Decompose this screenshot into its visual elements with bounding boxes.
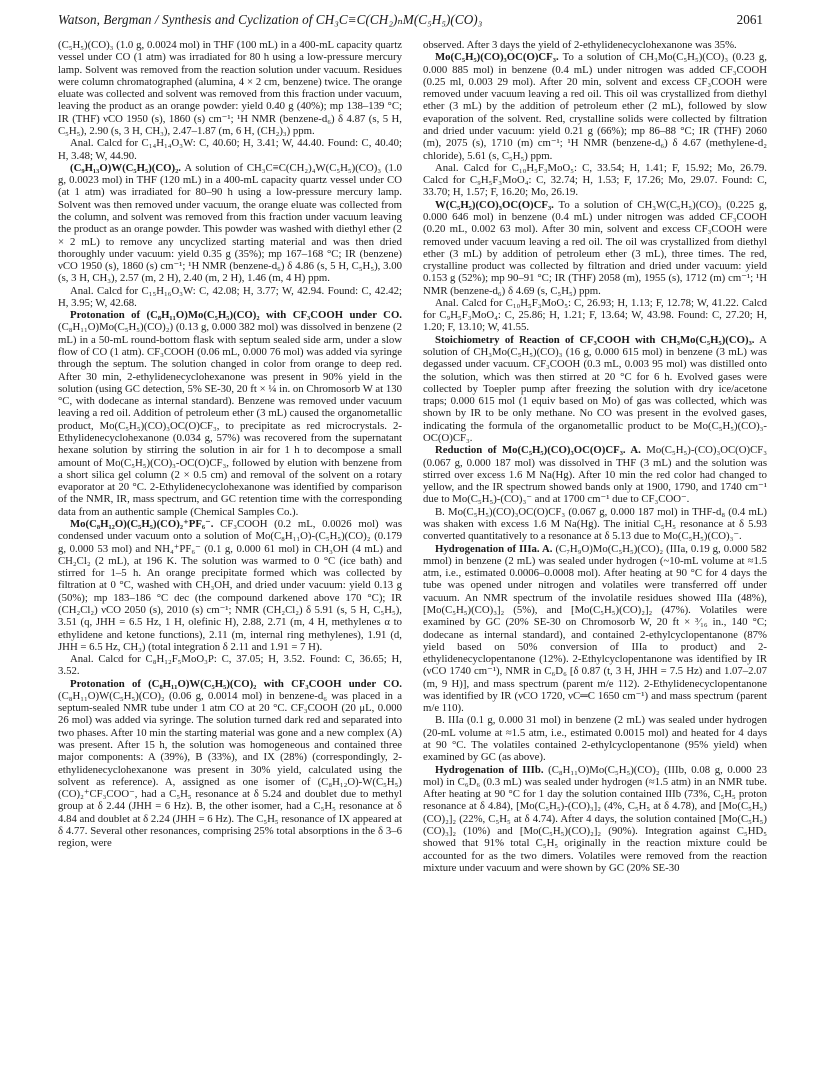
section-heading: (C₉H₁₃O)W(C₅H₅)(CO)₂. bbox=[70, 161, 181, 174]
section-heading: Mo(C₅H₅)(CO)₃OC(O)CF₃. bbox=[435, 51, 559, 64]
paragraph: B. Mo(C₅H₅)(CO)₃OC(O)CF₃ (0.067 g, 0.000 187 mol) in THF-d₈ (0.4 mL) was shaken with excess 1.6 M Na(Hg). The initial C₅H₅ resonance at δ 5.93 converted quantitatively to a resonance at δ 5.13 due to Mo(C₅H₅)(CO)₃⁻. bbox=[423, 505, 767, 543]
paragraph bbox=[423, 51, 767, 162]
paragraph-body: A solution of CH₃Mo(C₅H₅)(CO)₃ (16 g, 0.000 615 mol) in benzene (3 mL) was degassed under vacuum. CF₃COOH (0.3 mL, 0.003 95 mol) was distilled onto the solution, which was then stirred at 20 °C for 6 h. Evolved gases were collected by Toepler pump after freezing the solution with dry ice/acetone traps; 0.000 615 mol (1 equiv based on Mo) of gas was collected, which was shown by IR to be only methane. No CO was present in the evolved gases, indicating the formula of the organometallic product to be Mo(C₅H₅)(CO)₃-OC(O)CF₃. bbox=[423, 333, 767, 444]
paragraph-body: (C₈H₁₁O)W(C₅H₅)(CO)₂ (0.06 g, 0.0014 mol) in benzene-d₆ was placed in a septum-sealed NMR tube under 1 atm CO at 20 °C. CF₃COOH (20 μL, 0.000 26 mol) was added via syringe. The solution turned dark red and separated into two phases. After 10 min the starting material was gone and a new complex (A) was present. After 15 h, the solution was homogeneous and contained three major components: A (39%), B (33%), and IX (28%) (correspondingly, 2-ethylidenecyclohexanone was present in 30% yield, calculated using the solvent as reference). A, assigned as one isomer of (C₈H₁₂O)-W(C₅H₅)(CO)₂⁺CF₃COO⁻, had a C₅H₅ resonance at δ 5.24 and doublet due to methyl group at δ 2.44 (JHH = 6 Hz). B, the other isomer, had a C₅H₅ resonance at δ 4.84 and doublet at δ 2.24 (JHH = 6 Hz). The C₅H₅ resonance of IX appeared at δ 4.77. Several other resonances, comprising 25% total absorptions in the δ 3–6 region, were bbox=[58, 689, 402, 850]
paragraph bbox=[58, 309, 402, 518]
analysis-paragraph: Anal. Calcd for C₁₄H₁₄O₃W: C, 40.60; H, 3.41; W, 44.40. Found: C, 40.40; H, 3.48; W, 44.90. bbox=[58, 137, 402, 162]
analysis-paragraph: Anal. Calcd for C₁₀H₅F₃MoO₅: C, 26.93; H, 1.13; F, 12.78; W, 41.22. Calcd for C₉H₅F₃MoO₄: C, 25.86; H, 1.21; F, 13.64; W, 43.98. Found: C, 27.20; H, 1.20; F, 13.10; W, 41.55. bbox=[423, 296, 767, 334]
paragraph-body: To a solution of CH₃W(C₅H₅)(CO)₃ (0.225 g, 0.000 646 mol) in benzene (0.4 mL) under nitrogen was added CF₃COOH (0.20 mL, 0.002 63 mol). After 30 min, solvent and excess CF₃COOH were removed under vacuum leaving a red oil. The oil was crystallized from diethyl ether (3 mL) by addition of petroleum ether (3 mL), three times. The red, crystalline product was collected by filtration and dried under vacuum: yield 0.153 g (52%); mp 90–91 °C; IR (THF) 2058 (m), 1955 (s), 1712 (m) cm⁻¹; ¹H NMR (benzene-d₆) δ 4.69 (s, C₅H₅) ppm. bbox=[423, 198, 767, 297]
section-heading: Stoichiometry of Reaction of CF₃COOH with CH₃Mo(C₅H₅)(CO)₃. bbox=[435, 333, 755, 346]
analysis-paragraph: Anal. Calcd for C₁₀H₅F₃MoO₅: C, 33.54; H, 1.41; F, 15.92; Mo, 26.79. Calcd for C₉H₅F₃MoO₄: C, 32.74; H, 1.53; F, 17.26; Mo, 29.07. Found: C, 33.70; H, 1.57; F, 16.20; Mo, 26.19. bbox=[423, 161, 767, 199]
paragraph: B. IIIa (0.1 g, 0.000 31 mol) in benzene (2 mL) was sealed under hydrogen (20-mL volume at ≈1.5 atm, i.e., estimated 0.0015 mol) and heated for 4 days at 90 °C. The volatiles contained 2-ethylcyclopentanone (95% yield) when examined by GC (as above). bbox=[423, 714, 767, 764]
paragraph bbox=[423, 444, 767, 505]
paragraph bbox=[58, 162, 402, 285]
paragraph-body: A solution of CH₃C≡C(CH₂)₄W(C₅H₅)(CO)₃ (1.0 g, 0.0023 mol) in THF (120 mL) in a 400-mL capacity quartz vessel under CO (at 1 atm) was irradiated for 80–90 h using a low-pressure mercury lamp. Solvent was then removed under vacuum, the orange eluate was collected from the column, and solvent was removed from this fraction under vacuum leaving the product as an orange powder. This powder was washed with diethyl ether (2 × 2 mL) to remove any uncyclized starting material and was then dried thoroughly under vacuum: yield 0.35 g (35%); mp 167–168 °C; IR (benzene) νCO 1950 (s), 1860 (s) cm⁻¹; ¹H NMR (benzene-d₆) δ 4.86 (s, 5 H, C₅H₅), 3.00 (s, 3 H, CH₃), 2.57 (m, 2 H), 2.40 (m, 2 H), 1.46 (m, 4 H) ppm. bbox=[58, 161, 402, 285]
analysis-paragraph: Anal. Calcd for C₁₅H₁₆O₃W: C, 42.08; H, 3.77; W, 42.94. Found: C, 42.42; H, 3.95; W, 42.68. bbox=[58, 284, 402, 309]
paragraph bbox=[58, 678, 402, 850]
paragraph-body: (C₈H₁₁O)Mo(C₅H₅)(CO)₂) (0.13 g, 0.000 382 mol) was dissolved in benzene (2 mL) in a 50-mL round-bottom flask with septum sealed side arm, under a slow flow of CO (1 atm). CF₃COOH (0.06 mL, 0.000 76 mol) was added via syringe through the septum. The solution changed in color from orange to deep red. After 30 min, 2-ethylidenecyclohexanone was present in 90% yield in the solution (using GC detection, 5% SE-30, 20 ft × ¼ in. on Chromosorb W at 130 °C, with dodecane as internal standard). Benzene was removed under vacuum leaving a red oil. Addition of petroleum ether (3 mL) caused the organometallic product, Mo(C₅H₅)(CO)₃OC(O)CF₃, to precipitate as red microcrystals. 2-Ethylidenecyclohexanone (0.034 g, 57%) was recovered from the supernatant hexane solution by stirring the solution in air for 1 h to decompose a small amount of Mo(C₅H₅)(CO)₃-OC(O)CF₃, followed by elution with benzene from a short silica gel column (2 × 0.5 cm) and removal of the solvent on a rotary evaporator at 20 °C. 2-Ethylidenecyclohexanone was identified by comparison of the NMR, IR, mass spectrum, and GC retention time with the corresponding data from an authentic sample (Chemical Samples Co.). bbox=[58, 321, 402, 518]
section-heading: Protonation of (C₈H₁₁O)Mo(C₅H₅)(CO)₂ with CF₃COOH under CO. bbox=[70, 309, 402, 322]
analysis-paragraph: Anal. Calcd for C₈H₁₂F₅MoO₃P: C, 37.05; H, 3.52. Found: C, 36.65; H, 3.52. bbox=[58, 653, 402, 678]
paragraph bbox=[423, 543, 767, 715]
paragraph bbox=[58, 518, 402, 653]
paragraph bbox=[423, 764, 767, 875]
paragraph-body: To a solution of CH₃Mo(C₅H₅)(CO)₃ (0.23 g, 0.000 885 mol) in benzene (0.4 mL) under nitrogen was added CF₃COOH (0.25 ml, 0.003 29 mol). After 20 min, solvent and excess CF₃COOH were removed under vacuum leaving a red oil. This oil was crystallized from diethyl ether (3 mL) by the addition of petroleum ether (2 mL), followed by slow evaporation of the solvent. Red, crystalline solids were collected by filtration and dried under vacuum: yield 0.21 g (66%); mp 86–88 °C; IR (THF) 2060 (m), 2075 (s), 1710 (m) cm⁻¹; ¹H NMR (benzene-d₆) δ 4.67 (methylene-d₂ chloride), 5.61 (s, C₅H₅) ppm. bbox=[423, 51, 767, 162]
paragraph: observed. After 3 days the yield of 2-ethylidenecyclohexanone was 35%. bbox=[423, 39, 737, 51]
section-heading: W(C₅H₅)(CO)₃OC(O)CF₃. bbox=[435, 198, 554, 211]
section-heading: Hydrogenation of IIIb. bbox=[435, 763, 544, 776]
section-heading: Protonation of (C₈H₁₁O)W(C₅H₅)(CO)₂ with CF₃COOH under CO. bbox=[70, 677, 402, 690]
paragraph-body: CF₃COOH (0.2 mL, 0.0026 mol) was condensed under vacuum onto a solution of Mo(C₈H₁₁O)-(C₅H₅)(CO)₂ (0.179 g, 0.000 53 mol) and NH₄⁺PF₆⁻ (0.1 g, 0.000 61 mol) in CH₃OH (4 mL) and CH₂Cl₂ (2 mL), at 196 K. The solution was warmed to 0 °C (ice bath) and stirred for 1–5 h. An orange precipitate formed which was collected by filtration at 0 °C, washed with CH₃OH, and dried under vacuum: yield 0.13 g (50%); mp 183–186 °C dec (the compound darkened above 170 °C); IR (CH₂Cl₂) νCO 2050 (s), 2010 (s) cm⁻¹; NMR (CH₂Cl₂) δ 5.91 (s, 5 H, C₅H₅), 3.51 (q, JHH = 6.5 Hz, 1 H, olefinic H), 2.88, 2.71 (m, 4 H, methylenes α to ethylidene and ketone functions), 2.11 (m, internal ring methylenes), 1.91 (d, JHH = 6.5 Hz, CH₃) (total integration δ 2.11 and 1.91 = 7 H). bbox=[58, 517, 403, 653]
paragraph bbox=[423, 334, 767, 445]
section-heading: Mo(C₈H₁₂O)(C₅H₅)(CO)₂⁺PF₆⁻. bbox=[70, 517, 214, 530]
paragraph-body: (C₈H₁₁O)Mo(C₅H₅)(CO)₂ (IIIb, 0.08 g, 0.000 23 mol) in C₆D₆ (0.3 mL) was sealed under hydrogen (≈1.5 atm) in an NMR tube. After heating at 90 °C for 1 day the solution contained IIIb (73%, C₅H₅ proton resonance at δ 4.84), [Mo(C₅H₅)-(CO)₃]₂ (4%, C₅H₅ at δ 4.78), and [Mo(C₅H₅)(CO)₂]₂ (22%, C₅H₅ at δ 4.74). After 4 days, the solution contained [Mo(C₅H₅)(CO)₃]₂ (10%) and [Mo(C₅H₅)(CO)₂]₂ (90%). Integration against C₅HD₅ showed that 91% total C₅H₅ originally in the reaction mixture could be accounted for as the two dimers. Volatiles were removed from the reaction mixture under vacuum and were shown by GC (20% SE-30 bbox=[423, 763, 767, 874]
left-column bbox=[58, 39, 402, 850]
paragraph-body: Mo(C₅H₅)-(CO)₃OC(O)CF₃ (0.067 g, 0.000 187 mol) was dissolved in THF (3 mL) and the solution was stirred over excess 1.6 M Na(Hg). After 10 min the red color had changed to yellow, and the IR spectrum showed bands only at 1900, 1790, and 1740 cm⁻¹ due to Mo(C₅H₅)-(CO)₃⁻ and at 1700 cm⁻¹ due to CF₃COO⁻. bbox=[423, 444, 767, 506]
page-header bbox=[58, 12, 763, 34]
paragraph: (C₅H₅)(CO)₃ (1.0 g, 0.0024 mol) in THF (100 mL) in a 400-mL capacity quartz vessel under CO (1 atm) was irradiated for 80 h using a low-pressure mercury lamp. Solvent was removed from the reaction solution under vacuum. Residues were column chromatographed (alumina, 4 × 2 cm, benzene) twice. The orange eluate was collected and solvent was removed from this fraction under vacuum, leaving the product as an orange powder: yield 0.40 g (40%); mp 138–139 °C; IR (THF) νCO 1950 (s), 1860 (s) cm⁻¹; ¹H NMR (benzene-d₆) δ 4.87 (s, 5 H, C₅H₅), 2.90 (s, 3 H, CH₃), 2.47–1.87 (m, 6 H, (CH₂)₃) ppm. bbox=[58, 39, 402, 137]
paragraph-body: (C₇H₉O)Mo(C₅H₅)(CO)₂ (IIIa, 0.19 g, 0.000 582 mmol) in benzene (2 mL) was sealed under hydrogen (~10-mL volume at ≈1.5 atm, i.e., estimated 0.0006–0.0008 mol). After heating at 90 °C for 4 days the tube was opened under nitrogen and volatiles were transferred off under vacuum. An NMR spectrum of the involatile residues showed IIIa (48%), [Mo(C₅H₅)(CO)₃]₂ (5%), and [Mo(C₅H₅)(CO)₂]₂ (47%). Volatiles were examined by GC (20% SE-30 on Chromosorb W, 20 ft × ³⁄₁₆ in., 140 °C; dodecane as internal standard), and contained 2-ethylcyclopentanone (87% yield based on 50% conversion of IIIa to product) and 2-ethylidenecyclopentanone (12%). 2-Ethylcyclopentanone was identified by IR (νCO 1740 cm⁻¹), NMR in C₆D₆ [δ 0.87 (t, 3 H, JHH = 7.5 Hz) and 1.07–2.07 (m, 9 H)], and mass spectrum (parent m/e 112). 2-Ethylidenecyclopentanone was identified by IR (νCO 1720, νC═C 1650 cm⁻¹) and mass spectrum (parent m/e 110). bbox=[423, 542, 768, 715]
section-heading: Reduction of Mo(C₅H₅)(CO)₃OC(O)CF₃. A. bbox=[435, 444, 641, 457]
right-column bbox=[423, 39, 767, 874]
paragraph bbox=[423, 199, 767, 297]
section-heading: Hydrogenation of IIIa. A. bbox=[435, 542, 553, 555]
running-head: Watson, Bergman / Synthesis and Cyclization of CH₃C≡C(CH₂)ₙM(C₅H₅)(CO)₃ bbox=[58, 12, 483, 27]
page-number: 2061 bbox=[736, 12, 763, 27]
